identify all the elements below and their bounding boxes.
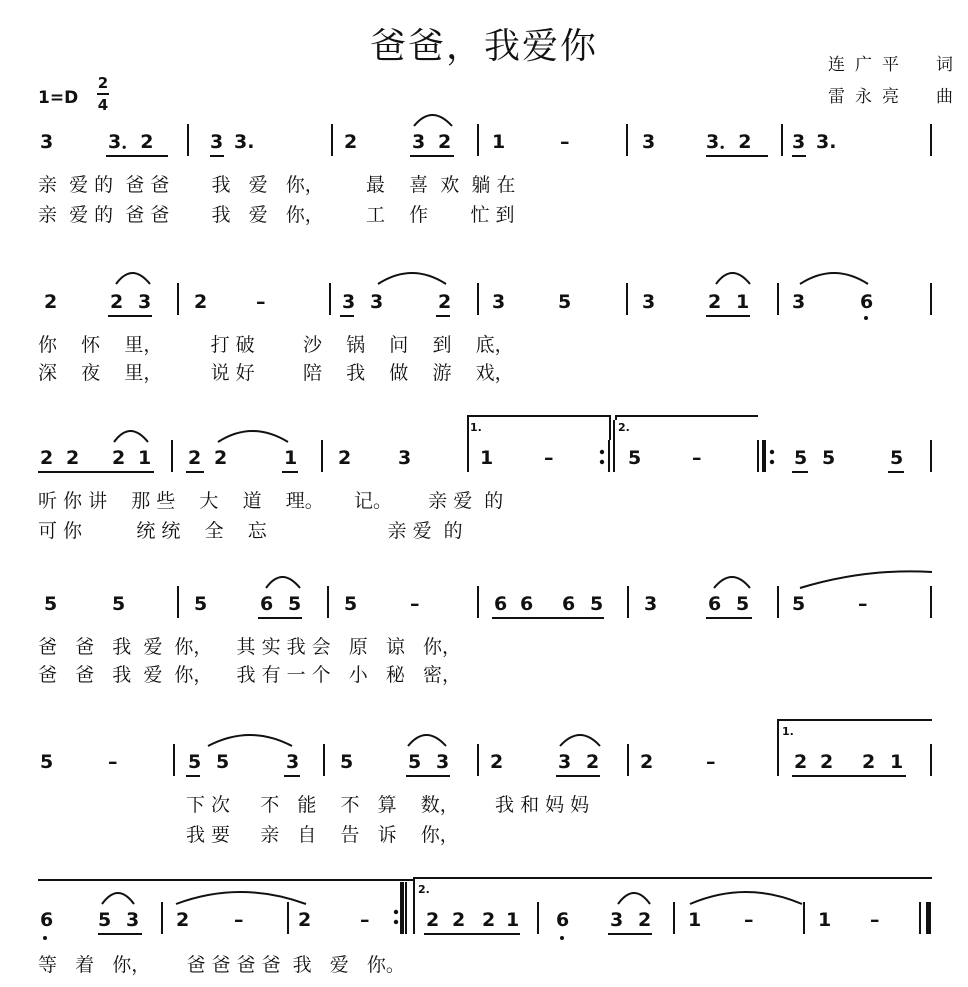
note: 3 (40, 131, 54, 153)
note: 5 (890, 447, 904, 469)
note: 6 (40, 909, 54, 931)
note: 5 (112, 593, 126, 615)
note: – (744, 909, 754, 931)
lyric-line: 亲 爱 的 爸 爸 我 爱 你， 最 喜 欢 躺 在 (38, 174, 516, 196)
note: 3. (816, 131, 837, 153)
note: 2 (44, 291, 58, 313)
lyric-line: 深 夜 里， 说 好 陪 我 做 游 戏， (38, 362, 514, 384)
note: 2 (112, 447, 126, 469)
note: 1 (492, 131, 506, 153)
note: 2 (862, 751, 876, 773)
note: 3．2 (108, 131, 154, 153)
note: 5 (736, 593, 750, 615)
note: 3 (436, 751, 450, 773)
note: – (108, 751, 118, 773)
note: 2 (638, 909, 652, 931)
lyricist-credit: 连广平 词 (828, 55, 963, 75)
note: 2 (40, 447, 54, 469)
note: 2 (794, 751, 808, 773)
note: 2 (188, 447, 202, 469)
note: 2 (194, 291, 208, 313)
note: 2 (452, 909, 466, 931)
note: 2 (426, 909, 440, 931)
note: 3 (342, 291, 356, 313)
note: 2 (110, 291, 124, 313)
note: – (544, 447, 554, 469)
note: 3 (210, 131, 224, 153)
note: 5 (44, 593, 58, 615)
note: 2 (298, 909, 312, 931)
note: 2 (338, 447, 352, 469)
song-title: 爸爸，我爱你 (369, 26, 598, 67)
lyric-line: 爸 爸 我 爱 你， 我 有 一 个 小 秘 密， (38, 664, 462, 686)
note: 1 (736, 291, 750, 313)
note: 3 (138, 291, 152, 313)
volta-2-label-b: 2. (418, 883, 430, 896)
note: 6 (556, 909, 570, 931)
note: 2 (438, 131, 452, 153)
note: 5 (216, 751, 230, 773)
note: 5 (98, 909, 112, 931)
note: 5 (822, 447, 836, 469)
note: 3 (286, 751, 300, 773)
lyric-line: 亲 爱 的 爸 爸 我 爱 你， 工 作 忙 到 (38, 204, 515, 226)
note: 2 (438, 291, 452, 313)
lyric-line: 你 怀 里， 打 破 沙 锅 问 到 底， (38, 334, 514, 356)
note: 5 (340, 751, 354, 773)
note: 2 (214, 447, 228, 469)
time-signature-bottom: 4 (97, 96, 109, 114)
lyric-line: 可 你 统 统 全 忘 亲 爱 的 (38, 520, 463, 542)
note: – (692, 447, 702, 469)
note: 1 (138, 447, 152, 469)
note: 6 (260, 593, 274, 615)
note: 3 (370, 291, 384, 313)
note: 5 (558, 291, 572, 313)
note: 5 (628, 447, 642, 469)
note: 2 (586, 751, 600, 773)
note: 3 (792, 291, 806, 313)
note: – (870, 909, 880, 931)
note: – (256, 291, 266, 313)
note: 3 (126, 909, 140, 931)
key-signature: 1=D (38, 88, 79, 108)
note: 1 (480, 447, 494, 469)
note: 1 (688, 909, 702, 931)
note: 5 (40, 751, 54, 773)
note: 2 (640, 751, 654, 773)
lyric-line: 我 要 亲 自 告 诉 你， (186, 824, 459, 846)
note: 2 (820, 751, 834, 773)
note: 3 (792, 131, 806, 153)
volta-1-label: 1. (470, 421, 482, 434)
note: 3 (412, 131, 426, 153)
note: 5 (344, 593, 358, 615)
time-signature-top: 2 (97, 74, 109, 92)
note: 1 (284, 447, 298, 469)
volta-1-label-b: 1. (782, 725, 794, 738)
note: 5 (194, 593, 208, 615)
note: 2 (176, 909, 190, 931)
note: – (706, 751, 716, 773)
note: 6 (520, 593, 534, 615)
note: 1 (506, 909, 520, 931)
note: 6 (562, 593, 576, 615)
note: – (234, 909, 244, 931)
note: 3 (642, 291, 656, 313)
lyric-line: 等 着 你， 爸 爸 爸 爸 我 爱 你。 (38, 954, 405, 976)
note: 6 (708, 593, 722, 615)
note: 6 (494, 593, 508, 615)
note: 2 (66, 447, 80, 469)
note: 3 (558, 751, 572, 773)
note: 5 (188, 751, 202, 773)
note: 2 (708, 291, 722, 313)
note: – (858, 593, 868, 615)
lyric-line: 下 次 不 能 不 算 数， 我 和 妈 妈 (186, 794, 590, 816)
note: 2 (344, 131, 358, 153)
note: 5 (408, 751, 422, 773)
composer-credit: 雷永亮 曲 (828, 87, 963, 107)
note: – (360, 909, 370, 931)
note: 6 (860, 291, 874, 313)
note: 2 (482, 909, 496, 931)
note: 3．2 (706, 131, 752, 153)
note: – (410, 593, 420, 615)
note: – (560, 131, 570, 153)
note: 2 (490, 751, 504, 773)
note: 3. (234, 131, 255, 153)
note: 3 (610, 909, 624, 931)
note: 5 (288, 593, 302, 615)
note: 5 (792, 593, 806, 615)
note: 5 (590, 593, 604, 615)
note: 3 (642, 131, 656, 153)
note: 1 (890, 751, 904, 773)
volta-2-label: 2. (618, 421, 630, 434)
note: 3 (492, 291, 506, 313)
note: 1 (818, 909, 832, 931)
note: 5 (794, 447, 808, 469)
note: 3 (398, 447, 412, 469)
note: 3 (644, 593, 658, 615)
lyric-line: 听 你 讲 那 些 大 道 理。 记。 亲 爱 的 (38, 490, 504, 512)
lyric-line: 爸 爸 我 爱 你， 其 实 我 会 原 谅 你， (38, 636, 462, 658)
